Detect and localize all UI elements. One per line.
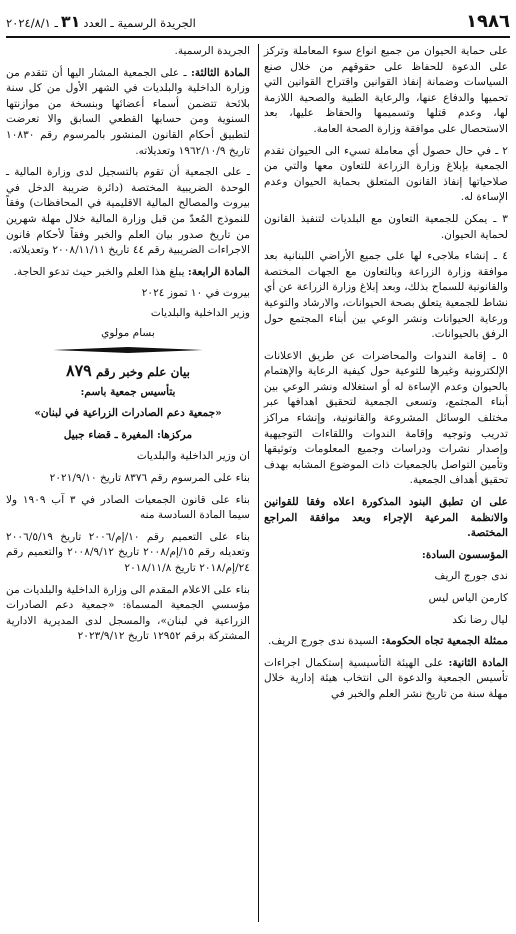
- paragraph-4: ٤ ـ إنشاء ملاجىء لها على جميع الأراضي اللبنانية بعد موافقة وزارة الزراعة وبالتعاون مع الجهات المختصة والقانونية للسماح بذلك، وبعد إبلاغ وزارة الزراعة عن أي نشاط للجمعية يتعلق بصحة الحيوانات، والارشاد والتوعية ورعاية الحيوانات ونشر الوعي بين أبناء المجتمع حول الرفق بالحيوانات.: [264, 250, 508, 341]
- association-name: «جمعية دعم الصادرات الزراعية في لبنان»: [34, 407, 222, 420]
- section-separator-ornament: [53, 347, 203, 353]
- paragraph-1: على حماية الحيوان من جميع انواع سوء المعاملة وتركز على الدعوة للحفاظ على حقوقهم من خلال صنع السياسات وضمانة إنفاذ القوانين واقتراح القوانين التي تحميها والدفاع عنها، والرعاية الطبية والصحية اللازمة لها، وعدم قتلها وتسميمها والحفاظ عليها، بعد الاستحصال على موافقة وزارة الصحة العامة.: [264, 45, 508, 135]
- notice-title: [6, 363, 250, 381]
- basis-3: بناء على التعميم رقم ١٠/إم/٢٠٠٦ تاريخ ٢٠٠٦/٥/١٩ وتعديله رقم ١٥/إم/٢٠٠٨ تاريخ ٢٠٠٨/٩/١٢ والتعميم رقم ٢٤/إم/٢٠١٨ تاريخ ٢٠١٨/١١/٨: [6, 530, 250, 575]
- right-column: [264, 44, 508, 709]
- notice-number: ٨٧٩: [65, 361, 92, 381]
- paragraph-6-conditions: على ان تطبق البنود المذكورة اعلاه وفقا للقوانين والانظمة المرعية الإجراء وبعد موافقة المراجع المختصة.: [264, 496, 508, 540]
- basis-4: بناء على الاعلام المقدم الى وزارة الداخلية والبلديات من مؤسسي الجمعية المسماة: «جمعية دعم الصادرات الزراعية في لبنان»، والمسجل لدى المديرية الادارية المشتركة برقم ١٢٩٥٢ تاريخ ٢٠٢٣/٩/١٢: [6, 583, 250, 643]
- paragraph-3: ٣ ـ يمكن للجمعية التعاون مع البلديات لتنفيذ القانون لحماية الحيوان.: [264, 212, 508, 241]
- article-3-paragraph: [6, 66, 250, 160]
- column-divider: [258, 44, 259, 922]
- basis-1: بناء على المرسوم رقم ٨٣٧٦ تاريخ ٢٠٢١/٩/١٠: [49, 472, 250, 485]
- founders-list: [264, 569, 508, 628]
- association-seat: مركزها: المغيرة ـ قضاء جبيل: [63, 428, 193, 441]
- article-4-text: يبلغ هذا العلم والخبر حيث تدعو الحاجة.: [13, 265, 188, 278]
- founder-item: كارمن الياس ليس: [428, 592, 508, 604]
- continued-text: الجريدة الرسمية.: [174, 45, 250, 57]
- issue-date: ـ ٢٠٢٤/٨/١: [6, 15, 58, 30]
- founder-item: ندى جورج الريف: [434, 570, 508, 583]
- paragraph-5: ٥ ـ إقامة الندوات والمحاضرات عن طريق الاعلانات الإلكترونية وغيرها للتوعية حول كيفية الرعاية والإهتمام بالحيوان وعدم الإساءة له أو استغلاله ونشر الوعي بين أبناء المجتمع، وتسعى الجمعية لتحقيق اهدافها عبر مختلف الوسائل المشروعة والقانونية، وإنشاء مراكز تدريب وتوجيه وإقامة الندوات واللقاءات التوجيهية وإصدار نشرات ودراسات وجميع المعلومات وتوثيقها وتأمين التواصل بالجمعيات ذات الموضوع المشابه بهدف تحقيق أهداف الجمعية.: [264, 349, 508, 487]
- founder-item: ليال رضا نكد: [452, 613, 508, 626]
- article-3-label: المادة الثالثة:: [190, 66, 250, 79]
- page-number: ١٩٨٦: [466, 10, 510, 32]
- tax-registration-paragraph: ـ على الجمعية أن تقوم بالتسجيل لدى وزارة المالية ـ الوحدة الضريبية المختصة (دائرة ضريبة الدخل في بيروت والمصالح المالية الاقليمية في المحافظات) وفقاً للنموذج المُعدّ من قبل وزارة المالية خلال مهلة شهرين من تاريخ صدور بيان العلم والخبر وفقاً لأحكام قانون الاجراءات الضريبية رقم ٤٤ تاريخ ٢٠٠٨/١١/١١ وتعديلاته.: [6, 166, 250, 257]
- article-3-text: ـ على الجمعية المشار اليها أن تتقدم من وزارة الداخلية والبلديات في الشهر الأول من كل سنة بلائحة تتضمن أسماء أعضائها وبنسخة من موازنتها السنوية ومن حسابها القطعي السابق والا تعرضت لتطبيق أحكام القانون المنشور بالمرسوم رقم ١٠٨٣٠ تاريخ ١٩٦٢/١٠/٩ وتعديلاته.: [6, 66, 250, 157]
- founders-label: المؤسسون السادة:: [421, 548, 508, 561]
- place-date: بيروت في ١٠ تموز ٢٠٢٤: [141, 287, 250, 300]
- basis-2: بناء على قانون الجمعيات الصادر في ٣ آب ١٩٠٩ ولا سيما المادة السادسة منه: [6, 493, 250, 522]
- article-2-paragraph: [264, 656, 508, 703]
- notice-prefix: بيان علم وخبر رقم: [95, 365, 191, 380]
- notice-subtitle: بتأسيس جمعية باسم:: [80, 385, 176, 398]
- minister-name: بسام مولوي: [101, 326, 155, 339]
- journal-name: الجريدة الرسمية ـ العدد: [83, 15, 196, 30]
- article-4-label: المادة الرابعة:: [187, 265, 250, 278]
- representative-text: السيدة ندى جورج الريف.: [267, 635, 382, 648]
- minister-title: وزير الداخلية والبلديات: [150, 306, 250, 319]
- issuing-minister: ان وزير الداخلية والبلديات: [136, 450, 250, 463]
- journal-issue-line: [6, 12, 196, 31]
- issue-number: ٣١: [60, 11, 81, 31]
- representative-label: ممثلة الجمعية تجاه الحكومة:: [381, 635, 508, 648]
- paragraph-2: ٢ ـ في حال حصول أي معاملة تسيء الى الحيوان تقدم الجمعية بإبلاغ وزارة الزراعة للتعاون معها والتي من صلاحياتها إنفاذ القانون المتعلق بحماية الحيوان وعدم الإساءة له.: [264, 144, 508, 204]
- header-rule: [6, 36, 510, 38]
- article-4-paragraph: [6, 265, 250, 281]
- left-column: [6, 44, 250, 651]
- article-2-label: المادة الثانية:: [448, 656, 508, 669]
- article-2-text: على الهيئة التأسيسية إستكمال اجراءات تأسيس الجمعية والدعوة الى انتخاب هيئة إدارية خلال مهلة سنة من تاريخ نشر العلم والخبر في: [264, 656, 508, 700]
- representative-paragraph: [264, 634, 508, 650]
- page-header: [6, 8, 510, 34]
